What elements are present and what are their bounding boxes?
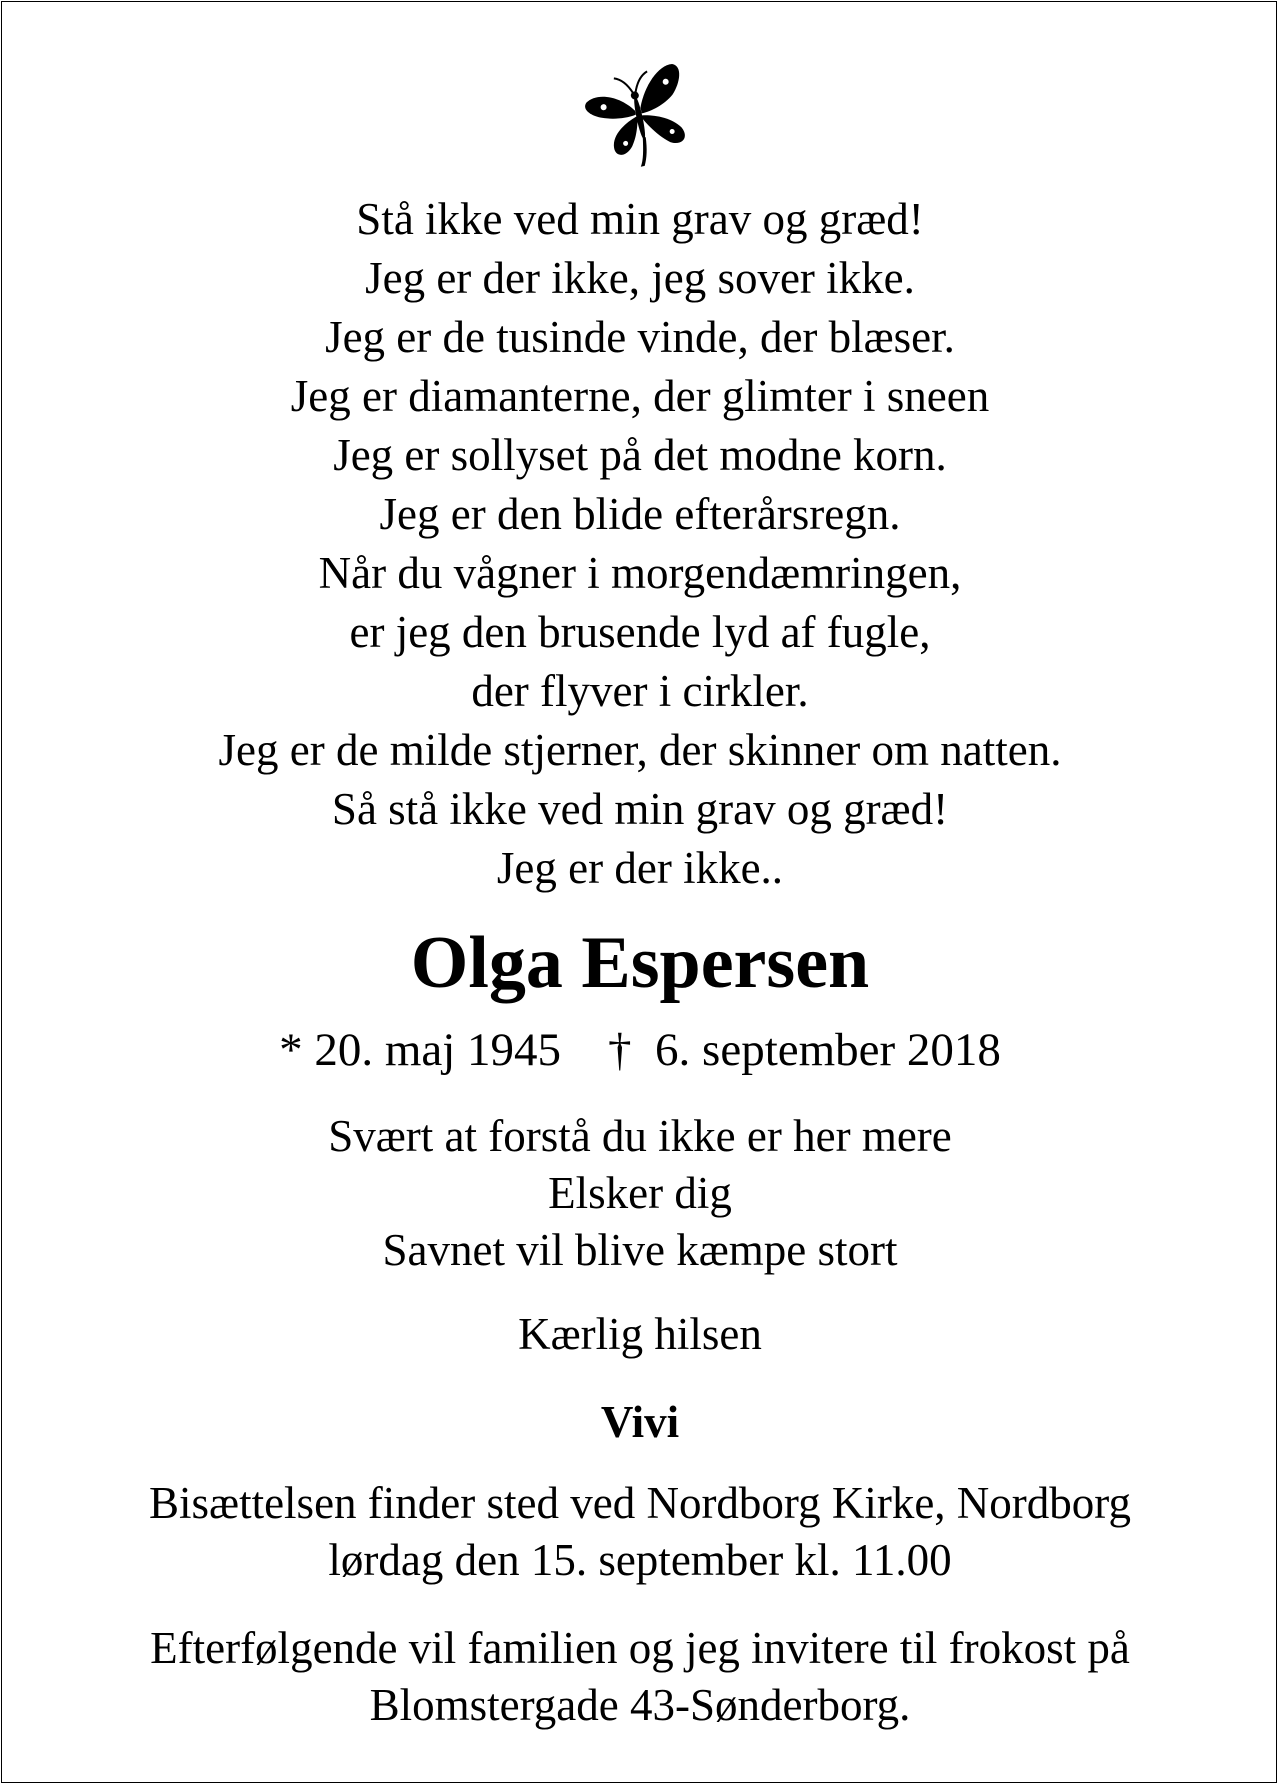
reception-line: Efterfølgende vil familien og jeg invitere til frokost på <box>150 1623 1130 1673</box>
signer-name: Vivi <box>600 1397 680 1447</box>
poem-line: Jeg er der ikke.. <box>496 843 784 893</box>
poem-line: Jeg er der ikke, jeg sover ikke. <box>365 253 915 303</box>
service-line: lørdag den 15. september kl. 11.00 <box>328 1535 952 1585</box>
message-line: Elsker dig <box>548 1168 732 1218</box>
deceased-name: Olga Espersen <box>410 922 870 1004</box>
poem-line: Så stå ikke ved min grav og græd! <box>331 784 949 834</box>
service-line: Bisættelsen finder sted ved Nordborg Kirke, Nordborg <box>149 1478 1131 1528</box>
poem-line: er jeg den brusende lyd af fugle, <box>349 607 931 657</box>
life-dates: * 20. maj 1945 † 6. september 2018 <box>279 1024 1001 1076</box>
poem-line: Jeg er den blide efterårsregn. <box>379 489 901 539</box>
service-details <box>0 1475 1280 1589</box>
poem-line: Stå ikke ved min grav og græd! <box>356 194 924 244</box>
poem-line: Når du vågner i morgendæmringen, <box>318 548 962 598</box>
poem-line: Jeg er diamanterne, der glimter i sneen <box>290 371 990 421</box>
butterfly-icon <box>584 62 694 168</box>
message-line: Savnet vil blive kæmpe stort <box>382 1225 898 1275</box>
poem-line: der flyver i cirkler. <box>471 666 809 716</box>
poem-line: Jeg er sollyset på det modne korn. <box>333 430 947 480</box>
reception-details <box>0 1620 1280 1734</box>
poem-line: Jeg er de tusinde vinde, der blæser. <box>325 312 955 362</box>
message-line: Svært at forstå du ikke er her mere <box>328 1111 952 1161</box>
reception-line: Blomstergade 43-Sønderborg. <box>369 1680 911 1730</box>
poem-line: Jeg er de milde stjerner, der skinner om natten. <box>218 725 1062 775</box>
memorial-poem <box>0 190 1280 898</box>
personal-message <box>0 1108 1280 1279</box>
greeting: Kærlig hilsen <box>518 1309 762 1359</box>
